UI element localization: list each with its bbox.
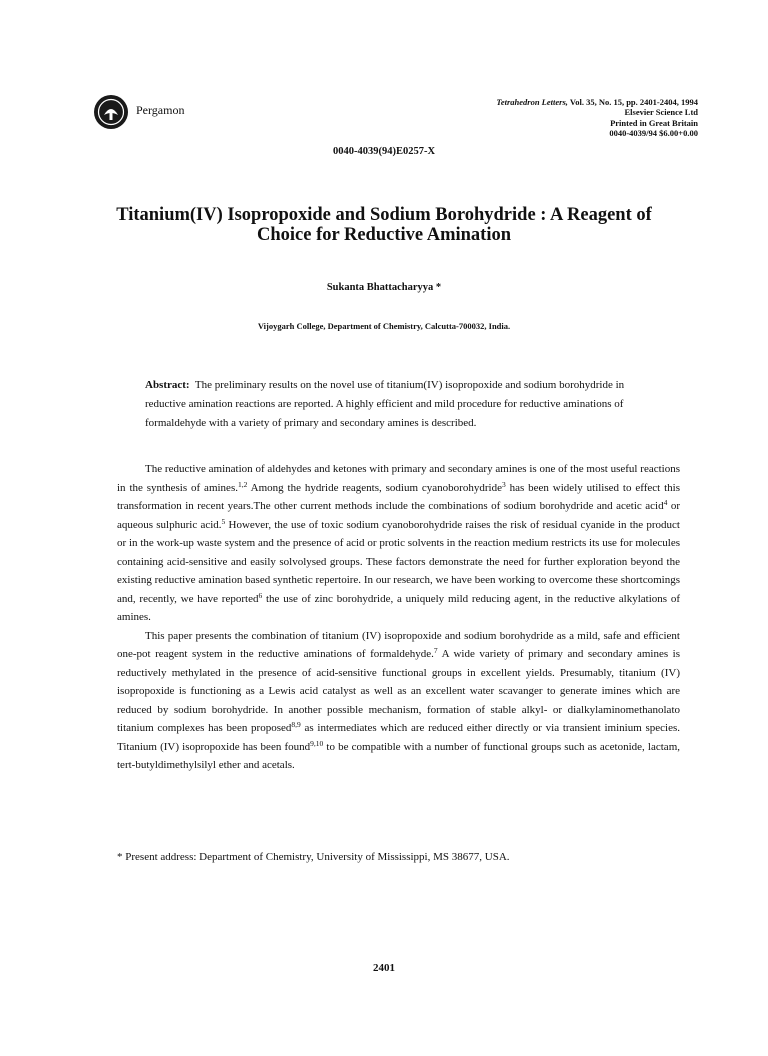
- abstract: [145, 376, 665, 433]
- p1-text-c: has been widely utilised to effect this transformation in recent years.The other current methods include the combinations of sodium borohydride and acetic acid: [117, 481, 680, 512]
- printed-line: Printed in Great Britain: [610, 117, 698, 128]
- paragraph-1: [117, 460, 680, 627]
- p1-text-b: Among the hydride reagents, sodium cyanoborohydride: [247, 481, 502, 494]
- author-name: Sukanta Bhattacharyya *: [326, 282, 442, 293]
- citation-7: 7: [433, 646, 438, 655]
- journal-citation-block: [368, 97, 698, 139]
- p2-text-d: to be compatible with a number of functional groups such as acetonide, lactam, tert-butyldimethylsilyl ether and acetals.: [117, 740, 680, 771]
- publisher-name: Pergamon: [136, 103, 185, 117]
- footnote: * Present address: Department of Chemistry, University of Mississippi, MS 38677, USA.: [117, 851, 510, 863]
- author-affiliation: Vijoygarh College, Department of Chemistry, Calcutta-700032, India.: [257, 321, 511, 331]
- pergamon-seal-icon: [94, 95, 128, 129]
- citation-9-10: 9,10: [310, 738, 324, 748]
- issn-price-line: 0040-4039/94 $6.00+0.00: [609, 128, 698, 139]
- journal-details: Vol. 35, No. 15, pp. 2401-2404, 1994: [567, 97, 698, 107]
- citation-1-2: 1,2: [237, 479, 248, 489]
- p1-text-a: The reductive amination of aldehydes and ketones with primary and secondary amines is one of the most useful reactions in the synthesis of amines.: [117, 463, 680, 494]
- paper-title: Titanium(IV) Isopropoxide and Sodium Borohydride : A Reagent of Choice for Reductive Amination: [116, 205, 652, 245]
- p2-text-a: This paper presents the combination of titanium (IV) isopropoxide and sodium borohydride as a mild, safe and efficient one-pot reagent system in the reductive aminations of formaldehyde.: [117, 629, 680, 660]
- journal-name: Tetrahedron Letters,: [496, 97, 568, 107]
- paragraph-2: [117, 627, 680, 775]
- p1-text-e: However, the use of toxic sodium cyanoborohydride raises the risk of residual cyanide in the product or in the work-up waste system and the presence of acid or protic solvents in the reaction medium restricts its use for molecules containing acid-sensitive and easily solvolysed groups. These factors demonstrate the need for further exploration beyond the existing reductive amination based synthetic repertoire. In our research, we have been working to overcome these shortcomings and, recently, we have reported: [117, 518, 680, 605]
- copyright-line: Elsevier Science Ltd: [624, 107, 698, 118]
- abstract-label: Abstract:: [145, 379, 190, 391]
- journal-citation: [368, 97, 698, 107]
- p1-text-d: or aqueous sulphuric acid.: [117, 500, 680, 531]
- abstract-text: The preliminary results on the novel use of titanium(IV) isopropoxide and sodium borohydride in reductive amination reactions are reported. A highly efficient and mild procedure for reductive aminations of formaldehyde with a variety of primary and secondary amines is described.: [145, 379, 625, 429]
- citation-8-9: 8,9: [291, 720, 301, 729]
- page-number: 2401: [373, 962, 395, 974]
- body-text: [117, 460, 680, 775]
- article-doi: 0040-4039(94)E0257-X: [332, 146, 436, 157]
- citation-4: 4: [663, 498, 668, 507]
- p1-text-f: the use of zinc borohydride, a uniquely mild reducing agent, in the reductive alkylations of amines.: [117, 592, 681, 623]
- citation-3: 3: [501, 479, 506, 489]
- p2-text-c: as intermediates which are reduced either directly or via transient iminium species. Titanium (IV) isopropoxide has been found: [117, 722, 680, 753]
- citation-6: 6: [258, 590, 263, 600]
- citation-5: 5: [221, 516, 226, 526]
- p2-text-b: A wide variety of primary and secondary amines is reductively methylated in the presence of acid-sensitive functional groups in excellent yields. Presumably, titanium (IV) isopropoxide is functioning as a Lewis acid catalyst as well as an excellent water scavanger to generate imines which are reduced by sodium borohydride. In another possible mechanism, formation of stable alkyl- or dialkylaminomethanolato titanium complexes has been proposed: [117, 648, 680, 734]
